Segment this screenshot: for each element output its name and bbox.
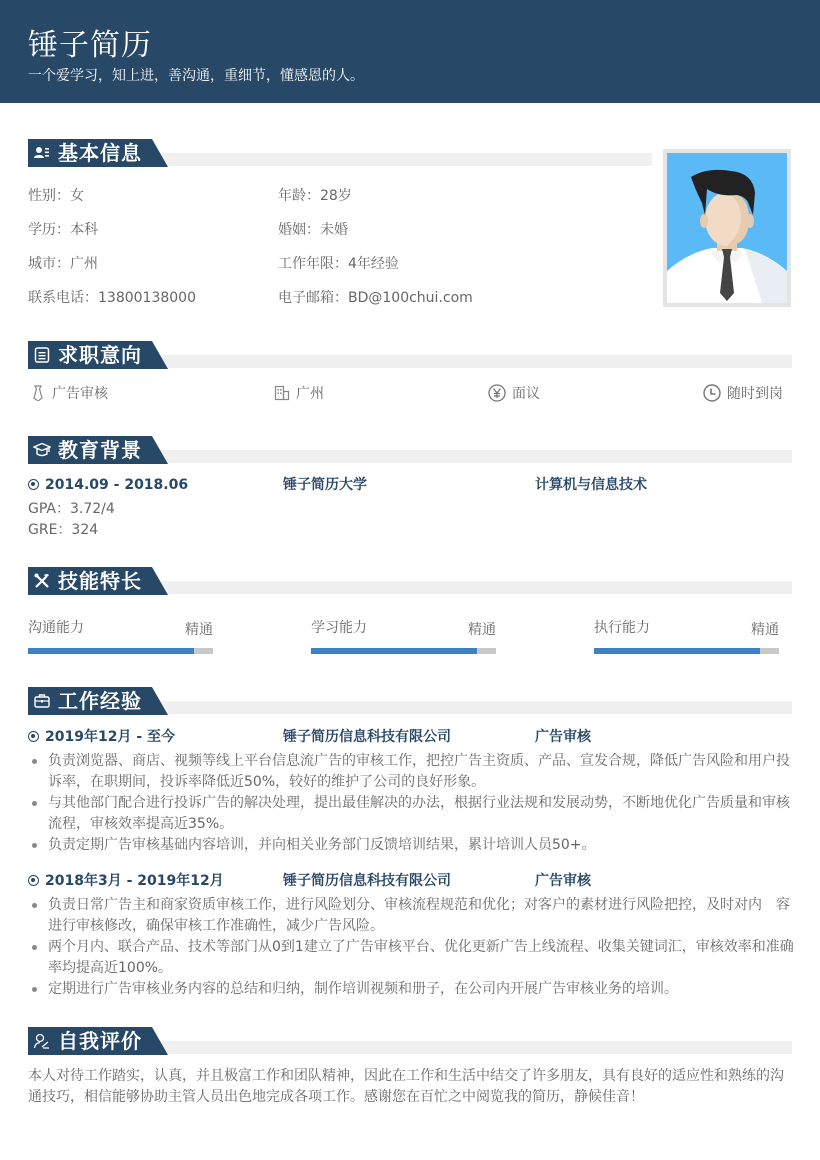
intent-salary — [488, 384, 540, 404]
briefcase-icon — [33, 692, 51, 710]
info-email: 电子邮箱：BD@100chui.com — [278, 290, 473, 306]
avatar-photo — [663, 149, 791, 307]
intent-position-value: 广告审核 — [52, 386, 108, 402]
info-age: 年龄：28岁 — [278, 188, 352, 204]
job-duty-item: 两个月内、联合产品、技术等部门从0到1建立了广告审核平台、优化更新广告上线流程、收集关键词汇，审核效率和准确率均提高近100%。 — [28, 937, 794, 979]
section-divider-bar — [158, 355, 792, 368]
section-self-eval-header — [28, 1027, 792, 1055]
tools-icon — [33, 572, 51, 590]
section-title: 基本信息 — [58, 141, 142, 165]
graduation-cap-icon — [33, 441, 51, 459]
intent-availability — [703, 384, 783, 404]
job-duty-item: 负责日常广告主和商家资质审核工作，进行风险划分、审核流程规范和优化；对客户的素材进行风险把控，及时对内 容进行审核修改，确保审核工作准确性，减少广告风险。 — [28, 895, 794, 937]
document-list-icon — [33, 346, 51, 364]
info-phone: 联系电话：13800138000 — [28, 290, 196, 306]
education-period — [28, 475, 188, 495]
section-title: 工作经验 — [58, 689, 142, 713]
education-major: 计算机与信息技术 — [535, 477, 647, 493]
section-divider-bar — [158, 581, 792, 594]
job-position: 广告审核 — [535, 729, 591, 745]
info-marital: 婚姻：未婚 — [278, 222, 348, 238]
job-period-text: 2019年12月 - 至今 — [45, 729, 176, 745]
clock-icon — [703, 384, 721, 402]
section-title: 求职意向 — [58, 343, 142, 367]
intent-position — [30, 384, 108, 404]
section-education-header — [28, 436, 792, 464]
info-education: 学历：本科 — [28, 222, 98, 238]
job-period-text: 2018年3月 - 2019年12月 — [45, 873, 224, 889]
skill-progress-bar — [594, 648, 779, 654]
job-period — [28, 727, 175, 747]
skill-progress-fill — [594, 648, 760, 654]
section-divider-bar — [158, 450, 792, 463]
building-icon — [274, 385, 290, 401]
user-card-icon — [33, 144, 51, 162]
education-gre: GRE：324 — [28, 522, 99, 538]
timeline-dot-icon — [28, 479, 39, 490]
resume-motto: 一个爱学习，知上进，善沟通，重细节，懂感恩的人。 — [28, 68, 364, 84]
job-duties-list — [28, 895, 794, 1000]
resume-title: 锤子简历 — [28, 28, 152, 63]
skill-level: 精通 — [185, 622, 213, 638]
info-gender: 性别：女 — [28, 188, 84, 204]
section-skills-header — [28, 567, 792, 595]
info-city: 城市：广州 — [28, 256, 98, 272]
info-experience-years: 工作年限：4年经验 — [278, 256, 399, 272]
section-divider-bar — [158, 153, 652, 166]
job-duty-item: 定期进行广告审核业务内容的总结和归纳，制作培训视频和册子，在公司内开展广告审核业务的培训。 — [28, 979, 794, 1000]
education-gpa: GPA：3.72/4 — [28, 501, 115, 517]
intent-city-value: 广州 — [296, 386, 324, 402]
intent-salary-value: 面议 — [512, 386, 540, 402]
skill-name: 学习能力 — [311, 620, 367, 636]
avatar-illustration — [667, 153, 787, 303]
education-school: 锤子简历大学 — [283, 477, 367, 493]
skill-name: 执行能力 — [594, 620, 650, 636]
timeline-dot-icon — [28, 875, 39, 886]
job-period — [28, 871, 224, 891]
section-job-intent-header — [28, 341, 792, 369]
intent-availability-value: 随时到岗 — [727, 386, 783, 402]
skill-level: 精通 — [751, 622, 779, 638]
skill-progress-fill — [311, 648, 477, 654]
job-duty-item: 与其他部门配合进行投诉广告的解决处理，提出最佳解决的办法，根据行业法规和发展动势，不断地优化广告质量和审核流程，审核效率提高近35%。 — [28, 793, 794, 835]
user-edit-icon — [33, 1032, 51, 1050]
job-duty-item: 负责定期广告审核基础内容培训，并向相关业务部门反馈培训结果，累计培训人员50+。 — [28, 835, 794, 856]
job-company: 锤子简历信息科技有限公司 — [283, 873, 451, 889]
resume-header — [0, 0, 820, 103]
education-period-text: 2014.09 - 2018.06 — [45, 477, 189, 493]
job-company: 锤子简历信息科技有限公司 — [283, 729, 451, 745]
intent-city — [274, 384, 324, 404]
skill-name: 沟通能力 — [28, 620, 84, 636]
section-divider-bar — [158, 1041, 792, 1054]
job-position: 广告审核 — [535, 873, 591, 889]
section-work-header — [28, 687, 792, 715]
section-title: 教育背景 — [58, 438, 142, 462]
tie-icon — [30, 385, 46, 401]
yuan-icon — [488, 384, 506, 402]
job-duties-list — [28, 751, 794, 856]
skill-progress-fill — [28, 648, 194, 654]
self-evaluation-text: 本人对待工作踏实，认真，并且极富工作和团队精神，因此在工作和生活中结交了许多朋友，具有良好的适应性和熟练的沟通技巧，相信能够协助主管人员出色地完成各项工作。感谢您在百忙之中阅览我的简历，静候佳音！ — [28, 1068, 784, 1105]
section-divider-bar — [158, 701, 792, 714]
job-duty-item: 负责浏览器、商店、视频等线上平台信息流广告的审核工作，把控广告主资质、产品、宣发合规，降低广告风险和用户投诉率，在职期间，投诉率降低近50%，较好的维护了公司的良好形象。 — [28, 751, 794, 793]
section-basic-info-header — [28, 139, 652, 167]
timeline-dot-icon — [28, 731, 39, 742]
skill-level: 精通 — [468, 622, 496, 638]
section-title: 技能特长 — [58, 569, 142, 593]
skill-progress-bar — [311, 648, 496, 654]
section-title: 自我评价 — [58, 1029, 142, 1053]
skill-progress-bar — [28, 648, 213, 654]
